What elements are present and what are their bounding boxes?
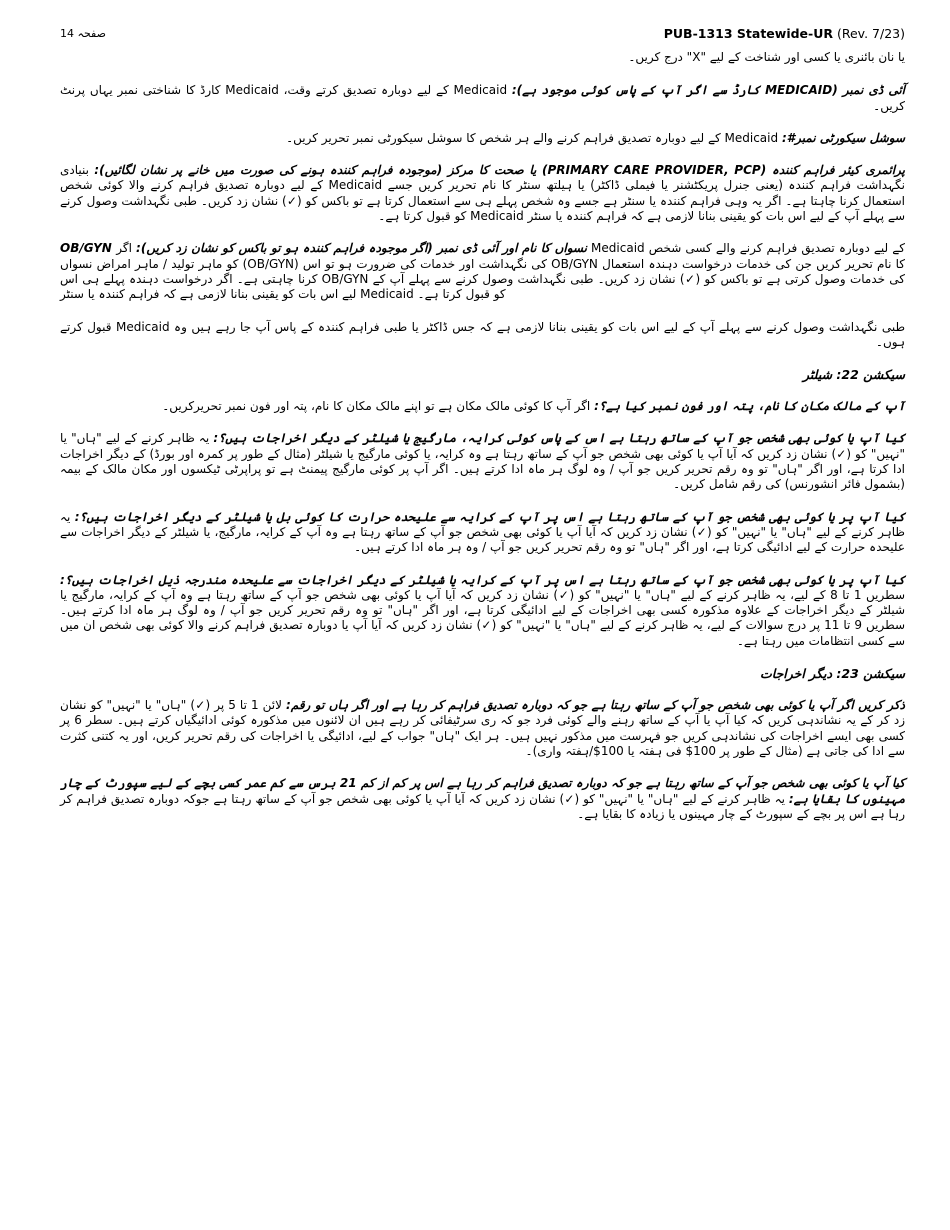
paragraph-lead: کیا آپ پر یا کوئی بھی شخص جو آپ کے ساتھ رہتا ہے اس پر آپ کے کرایہ یا شیلٹر کے دیگر اخراجات سے علیحدہ مندرجہ ذیل اخراجات ہیں؟: bbox=[60, 572, 905, 587]
page-header bbox=[60, 27, 905, 47]
paragraph-heating: کیا آپ پر یا کوئی بھی شخص جو آپ کے ساتھ رہتا ہے اس پر آپ کے کرایہ سے علیحدہ حرارت کا کوئی بل یا شیلٹر کے دیگر اخراجات ہیں؟: یہ ظاہر کرنے کے لیے "ہاں" یا "نہیں" کو (✓) نشان زد کریں کہ آیا آپ یا کوئی بھی شخص جو آپ کے ساتھ رہتا ہے وہ آپ کے کرایہ، مارگیج، یا شیلٹر کے دیگر اخراجات سے علیحدہ حرارت کے لیے ادائیگی کرتا ہے، اور اگر "ہاں" تو وہ رقم تحریر کریں جو آپ / وہ ہر ماہ ادا کرتے ہیں۔ bbox=[60, 509, 906, 555]
paragraph-other-shelter: کیا آپ پر یا کوئی بھی شخص جو آپ کے ساتھ رہتا ہے اس پر آپ کے کرایہ یا شیلٹر کے دیگر اخراجات سے علیحدہ مندرجہ ذیل اخراجات ہیں؟: سطریں 1 تا 8 کے لیے، یہ ظاہر کرنے کے لیے "ہاں" یا "نہیں" کو (✓) نشان زد کریں کہ آیا آپ یا کوئی بھی شخص جو آپ کے ساتھ رہتا ہے وہ آپ کے کرایہ، مارگیج یا شیلٹر کے دیگر اخراجات کے علاوہ مذکورہ کسی بھی اخراجات کے لیے ادائیگی کرتا ہے، اور اگر "ہاں" تو وہ رقم تحریر کریں جو آپ / وہ لوگ ہر ماہ ادا کرتے ہیں۔ سطریں 9 تا 11 پر درج سوالات کے لیے، یہ ظاہر کرنے کے لیے "ہاں" یا "نہیں" کو (✓) نشان زد کریں کہ آیا آپ یا دوبارہ تصدیق فراہم کرنے والا کوئی بھی شخص ان میں سے کسی انتظامات میں رہتا ہے۔ bbox=[60, 572, 906, 648]
paragraph-lead: OB/GYN نسواں کا نام اور آئی ڈی نمبر (اگر موجودہ فراہم کنندہ ہو تو باکس کو نشان زد کریں): bbox=[60, 241, 587, 256]
paragraph-child-support: کیا آپ یا کوئی بھی شخص جو آپ کے ساتھ رہتا ہے جو کہ دوبارہ تصدیق فراہم کر رہا ہے اس پر کم از کم 21 برس سے کم عمر کسی بچے کے لیے سپورٹ کے چار مہینوں کا بقایا ہے: یہ ظاہر کرنے کے لیے "ہاں" یا "نہیں" کو (✓) نشان زد کریں کہ آیا آپ یا کوئی بھی شخص جو آپ کے ساتھ رہتا ہے جوکہ دوبارہ تصدیق فراہم کر رہا ہے اس پر بچے کے سپورٹ کے چار مہینوں یا زیادہ کا بقایا ہے۔ bbox=[60, 776, 905, 821]
paragraph-medicaid-note: طبی نگہداشت وصول کرنے سے پہلے آپ کے لیے اس بات کو یقینی بنانا لازمی ہے کہ جس ڈاکٹر یا طبی فراہم کنندہ کے پاس آپ جا رہے ہیں وہ Medicaid قبول کرتے ہوں۔ bbox=[60, 319, 905, 349]
paragraph-lead: آئی ڈی نمبر (MEDICAID کارڈ سے اگر آپ کے پاس کوئی موجود ہے): bbox=[511, 83, 905, 98]
paragraph-obgyn: OB/GYN نسواں کا نام اور آئی ڈی نمبر (اگر موجودہ فراہم کنندہ ہو تو باکس کو نشان زد کریں): اگر Medicaid کے لیے دوبارہ تصدیق فراہم کرنے والے کسی شخص کو ماہر تولید / ماہر امراض نسواں (OB/GYN) کی نگہداشت اور خدمات کی ضرورت ہو تو اس OB/GYN کا نام تحریر کریں جن کی خدمات درخواست دہندہ استعمال کرنا چاہتی ہے۔ اگر درخواست دہندہ پہلے ہی اس OB/GYN کی خدمات وصول کرتی ہے تو باکس کو (✓) نشان زد کریں۔ طبی نگہداشت وصول کرنے سے پہلے آپ کے لیے اس بات کو یقینی بنانا لازمی ہے کہ فراہم کنندہ یا سنٹر Medicaid کو قبول کرتا ہے۔ bbox=[60, 241, 906, 302]
paragraph-gender-note: یا نان بائنری یا کسی اور شناخت کے لیے "X" درج کریں۔ bbox=[628, 50, 905, 64]
paragraph-other-expenses: ذکر کریں اگر آپ یا کوئی بھی شخص جو آپ کے ساتھ رہتا ہے جو کہ دوبارہ تصدیق فراہم کر رہا ہے اور اگر ہاں تو رقم: لائن 1 تا 5 پر (✓) "ہاں" یا "نہیں" کو نشان زد کر کے یہ نشاندہی کریں کہ کیا آپ یا آپ کے ساتھ رہنے والے کوئی فرد جو کہ ری سرٹیفائی کر رہے ہیں ان لائنوں میں مذکورہ کوئی ادائیگیاں کرتے ہیں۔ سطر 6 پر کسی بھی ایسے اخراجات کی نشاندہی کریں جو فہرست میں مذکور نہیں ہیں۔ ہر ایک "ہاں" جواب کے لیے، ادائیگی یا اخراجات کی رقم تحریر کریں، اور یہ کتنی کثرت سے ادا کی جاتی ہے (مثال کے طور پر 100$ فی ہفتہ یا 100$/ہفتہ واری)۔ bbox=[60, 698, 905, 758]
paragraph-ssn: سوشل سیکورٹی نمبر#: Medicaid کے لیے دوبارہ تصدیق فراہم کرنے والے ہر شخص کا سوشل سیکورٹی نمبر تحریر کریں۔ bbox=[286, 130, 905, 145]
section-23-heading: سیکشن 23: دیگر اخراجات bbox=[760, 666, 905, 682]
document-body bbox=[60, 50, 905, 839]
form-revision: (Rev. 7/23) bbox=[836, 26, 905, 41]
section-22-heading: سیکشن 22: شیلٹر bbox=[803, 367, 905, 383]
paragraph-lead: سوشل سیکورٹی نمبر#: bbox=[781, 130, 905, 145]
form-code: PUB-1313 Statewide-UR bbox=[663, 26, 833, 41]
paragraph-lead: آپ کے مالک مکان کا نام، پتہ اور فون نمبر کیا ہے؟: bbox=[594, 399, 905, 414]
paragraph-lead: پرائمری کیئر فراہم کنندہ (PRIMARY CARE PROVIDER, PCP) یا صحت کا مرکز (موجودہ فراہم کنندہ ہونے کی صورت میں خانے پر نشان لگائیں): bbox=[94, 163, 905, 178]
paragraph-pcp: پرائمری کیئر فراہم کنندہ (PRIMARY CARE PROVIDER, PCP) یا صحت کا مرکز (موجودہ فراہم کنندہ ہونے کی صورت میں خانے پر نشان لگائیں): بنیادی نگہداشت فراہم کنندہ (یعنی جنرل پریکٹشنر یا فیملی ڈاکٹر) یا ہیلتھ سنٹر کا نام تحریر کریں جسے Medicaid کے لیے دوبارہ تصدیق فراہم کرنے والا کوئی شخص استعمال کرنا چاہتا ہے۔ اگر یہ وہی فراہم کنندہ یا سنٹر ہے جسے وہ شخص پہلے ہی سے استعمال کرتا ہے تو باکس کو (✓) نشان زد کریں۔ طبی نگہداشت وصول کرنے سے پہلے آپ کے لیے اس بات کو یقینی بنانا لازمی ہے کہ فراہم کنندہ یا سنٹر Medicaid کو قبول کرتا ہے۔ bbox=[60, 163, 905, 224]
paragraph-lead: کیا آپ یا کوئی بھی شخص جو آپ کے ساتھ رہتا ہے جو کہ دوبارہ تصدیق فراہم کر رہا ہے اس پر کم از کم 21 برس سے کم عمر کسی بچے کے لیے سپورٹ کے چار مہینوں کا بقایا ہے: bbox=[60, 776, 905, 806]
form-identifier bbox=[664, 26, 905, 41]
paragraph-medicaid-id: آئی ڈی نمبر (MEDICAID کارڈ سے اگر آپ کے پاس کوئی موجود ہے): Medicaid کے لیے دوبارہ تصدیق کرتے وقت، Medicaid کارڈ کا شناختی نمبر یہاں پرنٹ کریں۔ bbox=[60, 83, 905, 113]
paragraph-lead: ذکر کریں اگر آپ یا کوئی بھی شخص جو آپ کے ساتھ رہتا ہے جو کہ دوبارہ تصدیق فراہم کر رہا ہے اور اگر ہاں تو رقم: bbox=[286, 698, 905, 713]
paragraph-lead: کیا آپ یا کوئی بھی شخص جو آپ کے ساتھ رہتا ہے اس کے پاس کوئی کرایہ، مارگیج یا شیلٹر کے دیگر اخراجات ہیں؟: bbox=[213, 431, 905, 446]
paragraph-landlord: آپ کے مالک مکان کا نام، پتہ اور فون نمبر کیا ہے؟: اگر آپ کا کوئی مالک مکان ہے تو اپنے مالک مکان کا نام، پتہ اور فون نمبر تحریرکریں۔ bbox=[162, 399, 905, 414]
page-number: صفحہ 14 bbox=[60, 27, 106, 40]
paragraph-lead: کیا آپ پر یا کوئی بھی شخص جو آپ کے ساتھ رہتا ہے اس پر آپ کے کرایہ سے علیحدہ حرارت کا کوئی بل یا شیلٹر کے دیگر اخراجات ہیں؟: bbox=[74, 509, 906, 524]
paragraph-rent-mortgage: کیا آپ یا کوئی بھی شخص جو آپ کے ساتھ رہتا ہے اس کے پاس کوئی کرایہ، مارگیج یا شیلٹر کے دیگر اخراجات ہیں؟: یہ ظاہر کرنے کے لیے "ہاں" یا "نہیں" کو (✓) نشان زد کریں کہ آیا آپ یا کوئی بھی شخص جو آپ کے ساتھ رہتا ہے وہ کرایہ، یا کوئی مارگیج یا شیلٹر (مثال کے طور پر کمرہ اور بورڈ) کے دیگر اخراجات ادا کرتا ہے، اور اگر "ہاں" تو وہ رقم تحریر کریں جو آپ / وہ لوگ ہر ماہ ادا کرتے ہیں۔ اگر آپ پر کوئی مارگیج پیمنٹ ہے تو پراپرٹی ٹیکسوں اور مکان مالک کے بیمہ (بشمول فائر انشورنس) کی رقم شامل کریں۔ bbox=[60, 431, 905, 492]
